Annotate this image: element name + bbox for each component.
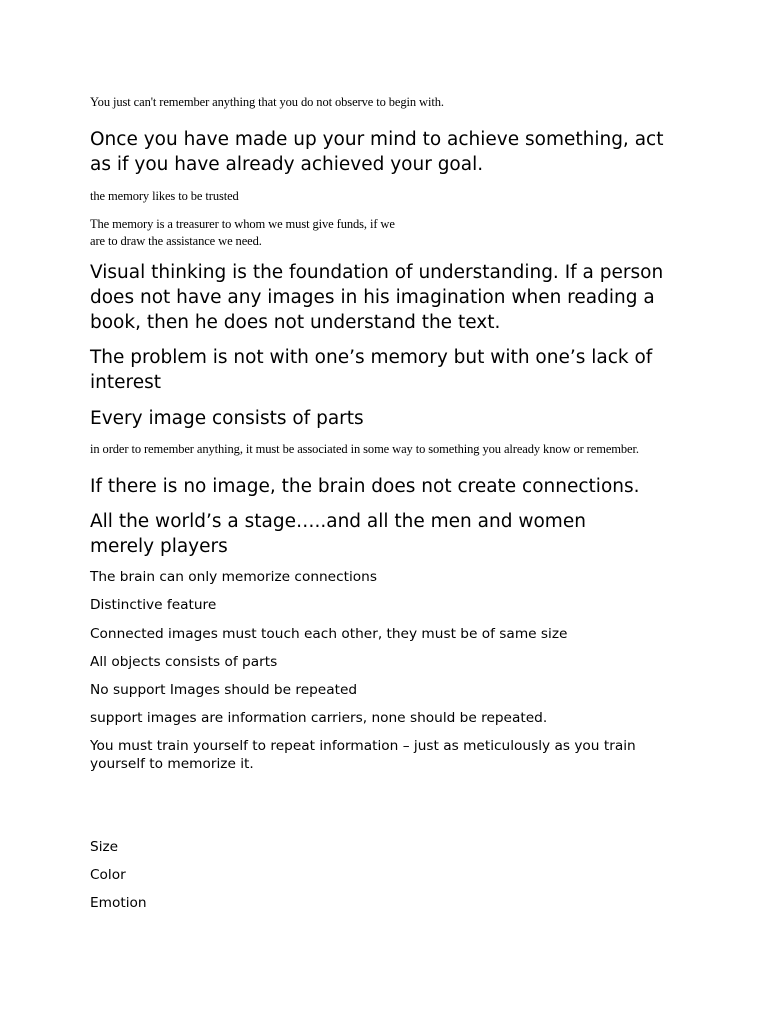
paragraph-image-parts: Every image consists of parts [90, 408, 364, 429]
paragraph-brain-connections: The brain can only memorize connections [90, 569, 377, 585]
list-item-color: Color [90, 867, 126, 883]
paragraph-no-image: If there is no image, the brain does not create connections. [90, 476, 640, 497]
paragraph-lack-of-interest: The problem is not with one’s memory but with one’s lack of interest [90, 347, 653, 393]
paragraph-visual-thinking: Visual thinking is the foundation of understanding. If a person does not have any images in his imagination when reading a book, then he does not understand the text. [90, 262, 664, 333]
paragraph-worlds-stage: All the world’s a stage…..and all the men and women merely players [90, 511, 586, 557]
list-item-size: Size [90, 839, 119, 855]
paragraph-memory-treasurer-line1: The memory is a treasurer to whom we must give funds, if we [90, 217, 395, 231]
paragraph-observe: You just can't remember anything that you do not observe to begin with. [90, 95, 444, 109]
paragraph-train-repeat: You must train yourself to repeat information – just as meticulously as you train yourself to memorize it. [90, 738, 636, 772]
paragraph-connected-images: Connected images must touch each other, they must be of same size [90, 626, 568, 642]
paragraph-memory-treasurer-line2: are to draw the assistance we need. [90, 234, 262, 248]
list-item-emotion: Emotion [90, 895, 147, 911]
paragraph-support-images: support images are information carriers, none should be repeated. [90, 710, 548, 726]
paragraph-distinctive-feature: Distinctive feature [90, 597, 217, 613]
paragraph-achieve-goal: Once you have made up your mind to achieve something, act as if you have already achieved your goal. [90, 129, 664, 175]
paragraph-associate: in order to remember anything, it must be associated in some way to something you already know or remember. [90, 442, 639, 456]
paragraph-objects-parts: All objects consists of parts [90, 654, 278, 670]
paragraph-memory-trusted: the memory likes to be trusted [90, 189, 239, 203]
paragraph-no-support-images: No support Images should be repeated [90, 682, 358, 698]
